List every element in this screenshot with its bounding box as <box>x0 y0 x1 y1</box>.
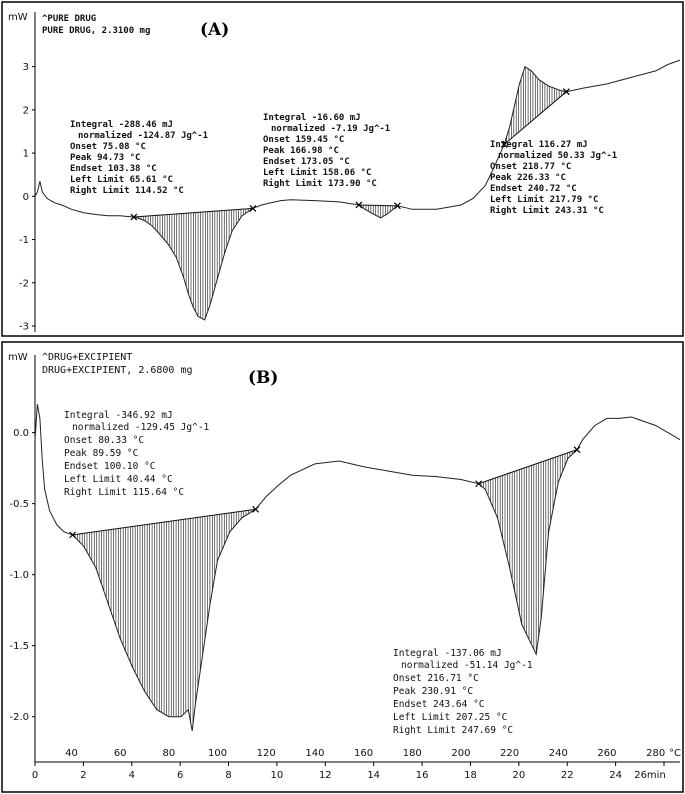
b-time-tick-label-0: 0 <box>31 770 39 781</box>
b-xtick-label-10: 240 <box>548 748 568 759</box>
b-time-tick-label-4: 8 <box>225 770 232 781</box>
b-time-tick-label-12: 24 <box>609 770 622 781</box>
panel-a-peak-3-normalized: normalized 50.33 Jg^-1 <box>498 151 618 161</box>
b-xtick-label-12: 280 <box>646 748 666 759</box>
b-xtick-label-13: °C <box>669 748 681 759</box>
panel-a-peak-3-row-1: Onset 218.77 °C <box>490 162 572 172</box>
b-time-tick-label-2: 4 <box>128 770 135 781</box>
panel-a-yticks <box>19 62 35 332</box>
panel-a-peak-2-normalized: normalized -7.19 Jg^-1 <box>271 124 391 134</box>
panel-a-header-2: PURE DRUG, 2.3100 mg <box>42 26 151 36</box>
panel-a-peak-3-row-3: Endset 240.72 °C <box>490 184 577 194</box>
panel-a-header-1: ^PURE DRUG <box>42 14 97 24</box>
panel-a-peak-3-row-4: Left Limit 217.79 °C <box>490 195 599 205</box>
b-ytick-label-1: -0.5 <box>9 499 29 511</box>
b-xtick-label-9: 220 <box>500 748 520 759</box>
panel-a-peak-1-row-3: Endset 103.38 °C <box>70 164 157 174</box>
b-time-tick-label-1: 2 <box>80 770 87 781</box>
panel-b-header-2: DRUG+EXCIPIENT, 2.6800 mg <box>42 365 193 376</box>
panel-a-peak-3-right-limit: Right Limit 243.31 °C <box>490 206 604 216</box>
a-ytick-label-3: 0 <box>22 191 29 203</box>
b-xtick-label-8: 200 <box>451 748 471 759</box>
panel-b-peak-1-row-1: Onset 80.33 °C <box>64 435 145 446</box>
a-ytick-label-2: 1 <box>22 148 29 160</box>
panel-a-peak-1-row-4: Left Limit 65.61 °C <box>70 175 173 185</box>
panel-a-peak-2-row-2: Peak 166.98 °C <box>263 146 339 156</box>
panel-b-peak-2-integral: Integral -137.06 mJ <box>393 648 502 659</box>
b-time-tick-label-13: 26min <box>634 770 666 781</box>
panel-a-peak-2-row-1: Onset 159.45 °C <box>263 135 345 145</box>
panel-b-time-ticks <box>32 762 666 781</box>
panel-a-label: (A) <box>200 20 230 40</box>
panel-b-peak-1-integral: Integral -346.92 mJ <box>64 410 173 421</box>
panel-b <box>2 342 683 792</box>
panel-b-peak-1-normalized: normalized -129.45 Jg^-1 <box>72 422 210 433</box>
b-peak-2-right-limit-marker <box>574 447 580 453</box>
panel-b-peak-2-annotation <box>393 648 533 736</box>
b-ytick-label-3: -1.5 <box>9 641 29 653</box>
b-xtick-label-3: 100 <box>208 748 228 759</box>
b-time-tick-label-8: 16 <box>415 770 429 781</box>
panel-b-peak-1-annotation <box>64 410 210 498</box>
panel-b-peak-2-right-limit: Right Limit 247.69 °C <box>393 725 514 736</box>
panel-b-peak-2-row-2: Peak 230.91 °C <box>393 686 474 697</box>
panel-b-label: (B) <box>248 368 279 388</box>
panel-a-peak-3-integral: Integral 116.27 mJ <box>490 140 588 150</box>
b-xtick-label-0: 40 <box>65 748 78 759</box>
b-xtick-label-1: 60 <box>113 748 127 759</box>
panel-b-peak-2-row-1: Onset 216.71 °C <box>393 673 479 684</box>
panel-b-header-1: ^DRUG+EXCIPIENT <box>42 352 133 363</box>
panel-a-peak-2-row-3: Endset 173.05 °C <box>263 157 350 167</box>
panel-b-peak-1-right-limit: Right Limit 115.64 °C <box>64 487 185 498</box>
a-ytick-label-4: -1 <box>19 235 29 247</box>
b-xtick-label-2: 80 <box>162 748 176 759</box>
panel-b-peak-2-normalized: normalized -51.14 Jg^-1 <box>401 660 533 671</box>
panel-a-peak-1-right-limit: Right Limit 114.52 °C <box>70 186 184 196</box>
b-ytick-label-4: -2.0 <box>9 712 29 724</box>
panel-b-xticks <box>65 748 681 759</box>
panel-a-ylabel: mW <box>8 12 28 23</box>
b-time-tick-label-9: 18 <box>464 770 477 781</box>
panel-b-peak-2-row-4: Left Limit 207.25 °C <box>393 712 508 723</box>
b-xtick-label-6: 160 <box>354 748 374 759</box>
b-ytick-label-2: -1.0 <box>9 570 29 582</box>
a-ytick-label-0: 3 <box>22 62 29 74</box>
b-xtick-label-7: 180 <box>402 748 422 759</box>
panel-a-peak-2-annotation <box>263 113 390 189</box>
panel-b-ylabel: mW <box>8 352 28 363</box>
a-peak-2-baseline <box>359 205 398 206</box>
panel-a-peak-1-row-2: Peak 94.73 °C <box>70 153 141 163</box>
panel-b-peak-1-row-4: Left Limit 40.44 °C <box>64 474 173 485</box>
panel-b-yticks <box>9 428 35 723</box>
b-ytick-label-0: 0.0 <box>13 428 29 440</box>
panel-a-peak-1-annotation <box>70 120 208 196</box>
panel-a-peak-1-integral: Integral -288.46 mJ <box>70 120 173 130</box>
b-xtick-label-11: 260 <box>597 748 617 759</box>
b-xtick-label-5: 140 <box>305 748 325 759</box>
b-time-tick-label-11: 22 <box>560 770 574 781</box>
panel-b-peak-1-row-3: Endset 100.10 °C <box>64 461 156 472</box>
a-ytick-label-5: -2 <box>19 278 29 290</box>
panel-a-peak-1-row-1: Onset 75.08 °C <box>70 142 146 152</box>
panel-a <box>2 2 683 336</box>
panel-b-peak-1-row-2: Peak 89.59 °C <box>64 448 139 459</box>
a-ytick-label-6: -3 <box>19 321 29 333</box>
panel-a-peak-1-normalized: normalized -124.87 Jg^-1 <box>78 131 209 141</box>
b-time-tick-label-10: 20 <box>512 770 526 781</box>
panel-a-peak-3-annotation <box>490 140 617 216</box>
panel-a-peak-3-row-2: Peak 226.33 °C <box>490 173 566 183</box>
panel-b-peak-2-row-3: Endset 243.64 °C <box>393 699 485 710</box>
b-xtick-label-4: 120 <box>256 748 276 759</box>
b-time-tick-label-5: 10 <box>270 770 284 781</box>
a-ytick-label-1: 2 <box>22 105 29 117</box>
panel-a-peak-2-row-4: Left Limit 158.06 °C <box>263 168 372 178</box>
panel-a-peak-2-integral: Integral -16.60 mJ <box>263 113 361 123</box>
b-time-tick-label-3: 6 <box>176 770 184 781</box>
b-time-tick-label-6: 12 <box>318 770 332 781</box>
panel-a-peak-2-right-limit: Right Limit 173.90 °C <box>263 179 377 189</box>
b-time-tick-label-7: 14 <box>367 770 381 781</box>
